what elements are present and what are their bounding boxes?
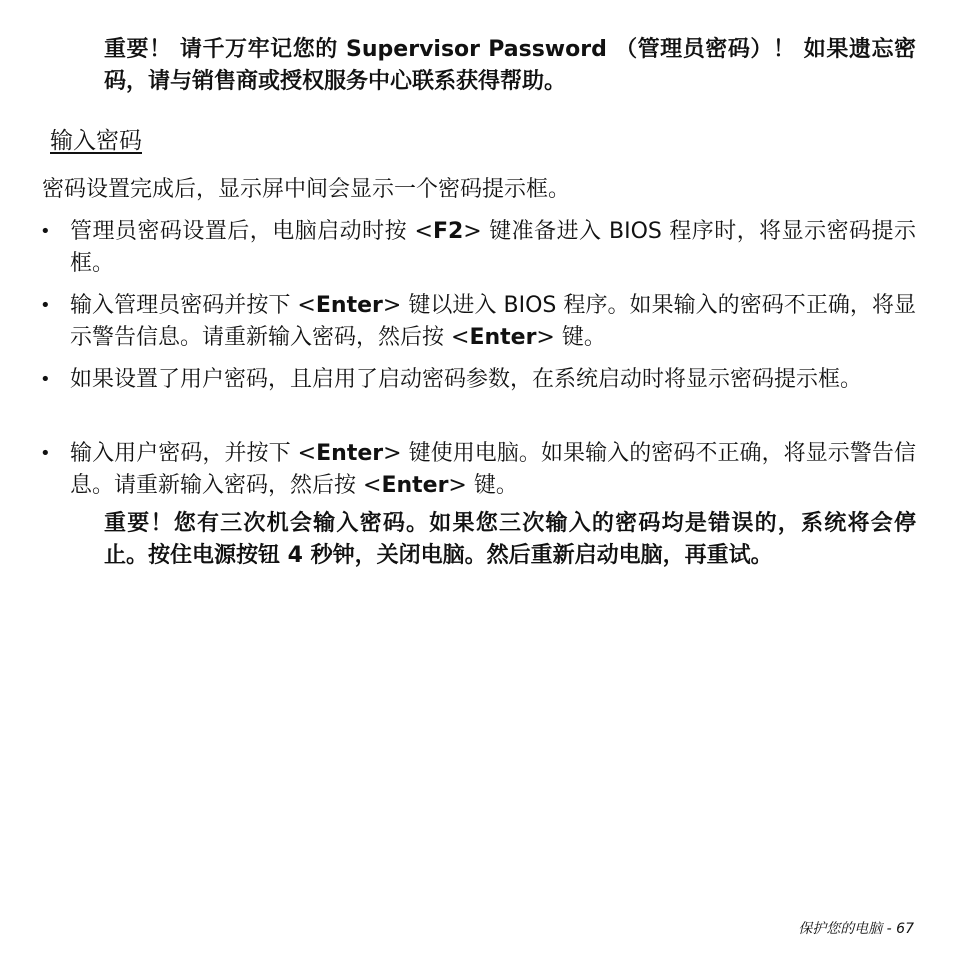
list-item: [36, 216, 916, 280]
list-item-text: 如果设置了用户密码，且启用了启动密码参数，在系统启动时将显示密码提示框。: [70, 367, 863, 392]
key-name: Enter: [381, 473, 449, 498]
section-title: 输入密码: [50, 128, 142, 154]
bullet-marker: •: [40, 295, 51, 316]
key-name: Enter: [316, 441, 384, 466]
key-name: Enter: [469, 325, 537, 350]
list-item-text: 管理员密码设置后，电脑启动时按 <: [70, 219, 433, 244]
important-note-supervisor-password: [104, 34, 916, 98]
list-item-text: > 键。: [536, 325, 606, 350]
list-item-text: 输入管理员密码并按下 <: [70, 293, 316, 318]
note-text-1: 重要！ 请千万牢记您的: [104, 37, 347, 62]
bullet-marker: •: [40, 369, 51, 390]
section-intro: 密码设置完成后，显示屏中间会显示一个密码提示框。: [42, 177, 571, 202]
list-item-text: > 键准备进入 BIOS 程序时，将显示密码提示框。: [70, 219, 916, 276]
list-item-text: 输入用户密码，并按下 <: [70, 441, 317, 466]
important-note-three-attempts: 重要！您有三次机会输入密码。如果您三次输入的密码均是错误的，系统将会停止。按住电源按钮 4 秒钟，关闭电脑。然后重新启动电脑，再重试。: [104, 511, 916, 568]
note-text-2: （管理员密码）！ 如果遗忘密码，请与销售商或授权服务中心联系获得帮助。: [104, 37, 916, 94]
list-item: [36, 290, 916, 354]
list-item-text: > 键使用电脑。如果输入的密码不正确，将显示警告信息。请重新输入密码，然后按 <: [70, 441, 916, 498]
bullet-marker: •: [40, 221, 51, 242]
list-item: [36, 364, 916, 428]
list-item-text: > 键。: [448, 473, 518, 498]
bullet-marker: •: [40, 443, 51, 464]
list-item: [36, 438, 916, 502]
note-bold-term: Supervisor Password: [346, 37, 607, 62]
key-name: F2: [432, 219, 464, 244]
page-footer: 保护您的电脑 - 67: [798, 921, 914, 937]
list-item-text: > 键以进入 BIOS 程序。如果输入的密码不正确，将显示警告信息。请重新输入密码，然后按 <: [70, 293, 917, 350]
bullet-list: [36, 216, 916, 512]
key-name: Enter: [315, 293, 383, 318]
